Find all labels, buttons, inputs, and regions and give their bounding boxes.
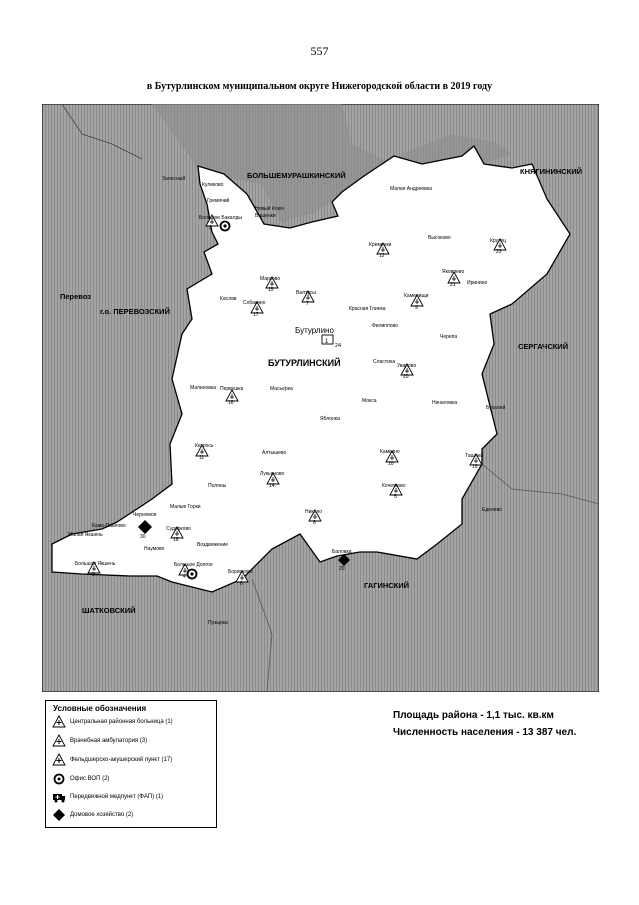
legend-title: Условные обозначения [53, 704, 147, 713]
svg-text:20: 20 [403, 374, 409, 380]
village-krutets: Крутец [490, 238, 507, 244]
village-malye-gorki: Малые Горки [170, 504, 201, 510]
center-name: Бутурлино [295, 326, 334, 335]
village-naumovo: Наумово [144, 546, 165, 552]
village-malinovka: Малиновка [190, 385, 216, 391]
population-stat: Численность населения - 13 387 чел. [393, 727, 577, 738]
village-slastikha: Сластиха [373, 359, 396, 365]
village-sudakovo: Сударково [166, 526, 191, 532]
village-lukyanovo: Лукьяново [260, 471, 285, 477]
gp-office-icon [52, 772, 66, 786]
legend-item-gp-office [52, 772, 109, 786]
svg-text:10: 10 [388, 461, 394, 467]
svg-text:5: 5 [394, 494, 397, 500]
hospital-number: 1 [325, 339, 329, 345]
village-yakovlevo: Яковлево [442, 269, 465, 275]
village-bolshoe-bakaldy: Большое Бакалды [199, 215, 243, 221]
village-polany: Поляны [208, 483, 227, 489]
village-balovka: Баловка [332, 549, 352, 555]
facility-chernomoya-number: 30 [140, 534, 146, 540]
svg-text:17: 17 [253, 312, 259, 318]
svg-text:19: 19 [472, 464, 478, 470]
gp-office-icon [188, 570, 197, 579]
village-kamo-pavlovo: Камо-Павлово [92, 523, 126, 529]
village-sobakino: Собакино [243, 300, 266, 306]
ambulatory-icon [52, 734, 66, 748]
village-kochetkovo: Кочетково [382, 483, 406, 489]
village-altyshevo: Алтышево [262, 450, 287, 456]
legend-item-fap [52, 753, 172, 767]
mobile-unit-icon [52, 790, 66, 804]
village-ketros: Кетрось [195, 443, 214, 449]
region-label-sergachsky: СЕРГАЧСКИЙ [518, 342, 569, 351]
legend-item-mobile-unit [52, 790, 163, 804]
svg-text:14: 14 [269, 483, 275, 489]
village-markovo: Марково [260, 276, 281, 282]
village-kulikovo: Куликово [202, 182, 224, 188]
area-stat: Площадь района - 1,1 тыс. кв.км [393, 710, 554, 721]
map-title: в Бутурлинском муниципальном округе Нижегородской области в 2019 году [146, 81, 493, 92]
svg-text:23: 23 [496, 249, 502, 255]
village-nikolo: Николо [305, 509, 323, 515]
village-filippovo: Филиппово [372, 323, 398, 329]
legend-item-household [52, 808, 133, 822]
village-valtsy: Валтусы [296, 290, 316, 296]
village-moksa: Мокса [362, 398, 377, 404]
legend-item-hospital [52, 715, 173, 729]
village-borisovo: Борисково [228, 569, 253, 575]
village-kremenki: Кременки [369, 242, 392, 248]
svg-text:2: 2 [92, 572, 95, 578]
village-vozdvizhenie: Воздвижение [197, 542, 229, 548]
svg-text:18: 18 [173, 537, 179, 543]
svg-text:12: 12 [379, 253, 385, 259]
village-masherka: Масьерка [270, 386, 293, 392]
village-kaslav: Каслав [220, 296, 237, 302]
legend-label: Домовое хозяйство (2) [70, 812, 134, 818]
village-chernomoya: Черномоя [133, 512, 157, 518]
village-tashlei: Ташлей [465, 453, 484, 459]
fap-icon [52, 753, 66, 767]
village-bolshaya-yakshen: Большая Якшень [75, 561, 116, 567]
region-label-buturlinsky: БУТУРЛИНСКИЙ [268, 358, 341, 368]
village-bolshoe-dolgoe: Большое Долгое [174, 562, 213, 568]
village-vishenki: Вишенки [255, 213, 276, 219]
legend-label: Центральная районная больница (1) [70, 719, 173, 725]
region-label-perevozsky: г.о. ПЕРЕВОЗСКИЙ [100, 307, 170, 316]
svg-text:3: 3 [209, 225, 212, 231]
village-malaya-andreevka: Малая Андреевка [390, 186, 432, 192]
village-malaya-yakshen: Малая Якшень [68, 532, 103, 538]
svg-text:11: 11 [199, 455, 205, 461]
region-label-knyagininsky: КНЯГИНИНСКИЙ [520, 167, 583, 176]
village-edelevo: Еделево [482, 507, 502, 513]
village-yablonka: Яблонка [320, 416, 340, 422]
village-pervoe: Первушка [220, 386, 244, 392]
svg-text:21: 21 [450, 282, 456, 288]
svg-text:7: 7 [306, 301, 309, 307]
legend-label: Врачебная амбулатория (3) [70, 738, 148, 744]
village-kamenishi: Каменищи [404, 293, 429, 299]
svg-text:8: 8 [313, 520, 316, 526]
legend-label: Офис ВОП (2) [70, 776, 110, 782]
legend-item-ambulatory [52, 734, 147, 748]
village-zalesny: Залесный [162, 176, 186, 182]
household-icon [52, 808, 66, 822]
village-puzyrka: Пузырка [208, 620, 228, 626]
village-bukalei: Букалей [486, 405, 506, 411]
gp-office-icon [221, 222, 230, 231]
svg-text:16: 16 [228, 400, 234, 406]
village-irinino: Иринино [467, 280, 488, 286]
svg-text:9: 9 [415, 305, 418, 311]
village-vysokovo: Высоково [428, 235, 451, 241]
svg-text:6: 6 [240, 581, 243, 587]
legend-label: Передвижной медпункт (ФАП) (1) [70, 794, 164, 800]
village-novy-klyuch: Новый Ключ [255, 206, 284, 212]
region-label-bolshemurashkinsky: БОЛЬШЕМУРАШКИНСКИЙ [247, 171, 346, 180]
region-label-gaginsky: ГАГИНСКИЙ [364, 581, 410, 590]
legend-label: Фельдшерско-акушерский пункт (17) [70, 757, 173, 763]
svg-text:4: 4 [183, 574, 186, 580]
district-map [42, 104, 599, 692]
svg-text:15: 15 [268, 287, 274, 293]
village-krasnaya-glinka: Красная Глинка [349, 306, 386, 312]
region-label-shatkovsky: ШАТКОВСКИЙ [82, 606, 136, 615]
map-legend [45, 700, 217, 828]
village-kamkino: Камкино [380, 449, 400, 455]
village-nachalovo: Началовка [432, 400, 458, 406]
region-label-perevoz: Перевоз [60, 292, 92, 301]
page-number: 557 [310, 44, 329, 58]
village-gremyachy: Гремячий [207, 198, 230, 204]
facility-balovka-number: 20 [339, 566, 345, 572]
hospital-icon [52, 715, 66, 729]
center-number: 24 [335, 343, 342, 349]
village-uvarovo: Уварово [397, 363, 417, 369]
village-cherepa: Черепа [440, 334, 458, 340]
